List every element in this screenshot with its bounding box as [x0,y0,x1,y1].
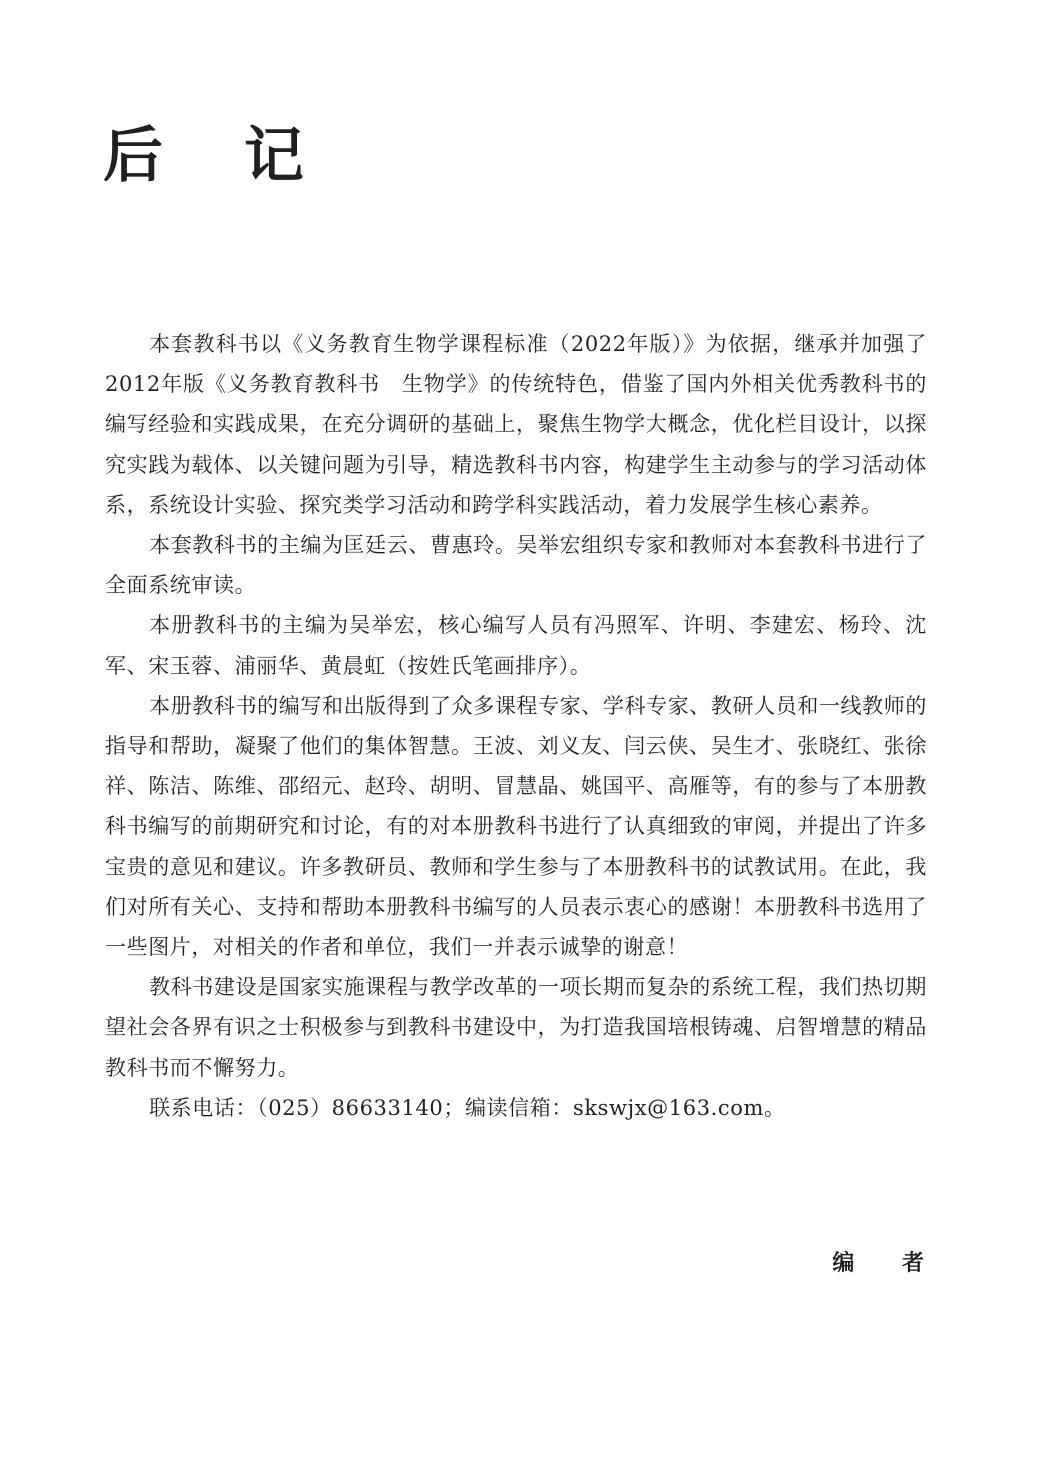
signature: 编 者 [832,1251,944,1276]
paragraph-intro: 本套教科书以《义务教育生物学课程标准（2022年版）》为依据，继承并加强了2012年版《义务教育教科书 生物学》的传统特色，借鉴了国内外相关优秀教科书的编写经验和实践成果，在充分调研的基础上，聚焦生物学大概念，优化栏目设计，以探究实践为载体、以关键问题为引导，精选教科书内容，构建学生主动参与的学习活动体系，系统设计实验、探究类学习活动和跨学科实践活动，着力发展学生核心素养。 [105,332,927,517]
paragraph-series-editors: 本套教科书的主编为匡廷云、曹惠玲。吴举宏组织专家和教师对本套教科书进行了全面系统审读。 [105,533,927,598]
paragraph-contact: 联系电话：（025）86633140；编读信箱：skswjx@163.com。 [149,1095,786,1120]
page-title: 后 记 [103,121,334,191]
paragraph-acknowledgements: 本册教科书的编写和出版得到了众多课程专家、学科专家、教研人员和一线教师的指导和帮助，凝聚了他们的集体智慧。王波、刘义友、闫云侠、吴生才、张晓红、张徐祥、陈洁、陈维、邵绍元、赵玲、胡明、冒慧晶、姚国平、高雁等，有的参与了本册教科书编写的前期研究和讨论，有的对本册教科书进行了认真细致的审阅，并提出了许多宝贵的意见和建议。许多教研员、教师和学生参与了本册教科书的试教试用。在此，我们对所有关心、支持和帮助本册教科书编写的人员表示衷心的感谢！本册教科书选用了一些图片，对相关的作者和单位，我们一并表示诚挚的谢意！ [105,693,927,960]
paragraph-closing: 教科书建设是国家实施课程与教学改革的一项长期而复杂的系统工程，我们热切期望社会各界有识之士积极参与到教科书建设中，为打造我国培根铸魂、启智增慧的精品教科书而不懈努力。 [105,975,927,1080]
paragraph-volume-editors: 本册教科书的主编为吴举宏，核心编写人员有冯照军、许明、李建宏、杨玲、沈军、宋玉蓉、浦丽华、黄晨虹（按姓氏笔画排序）。 [105,613,927,678]
afterword-body [105,324,927,1128]
